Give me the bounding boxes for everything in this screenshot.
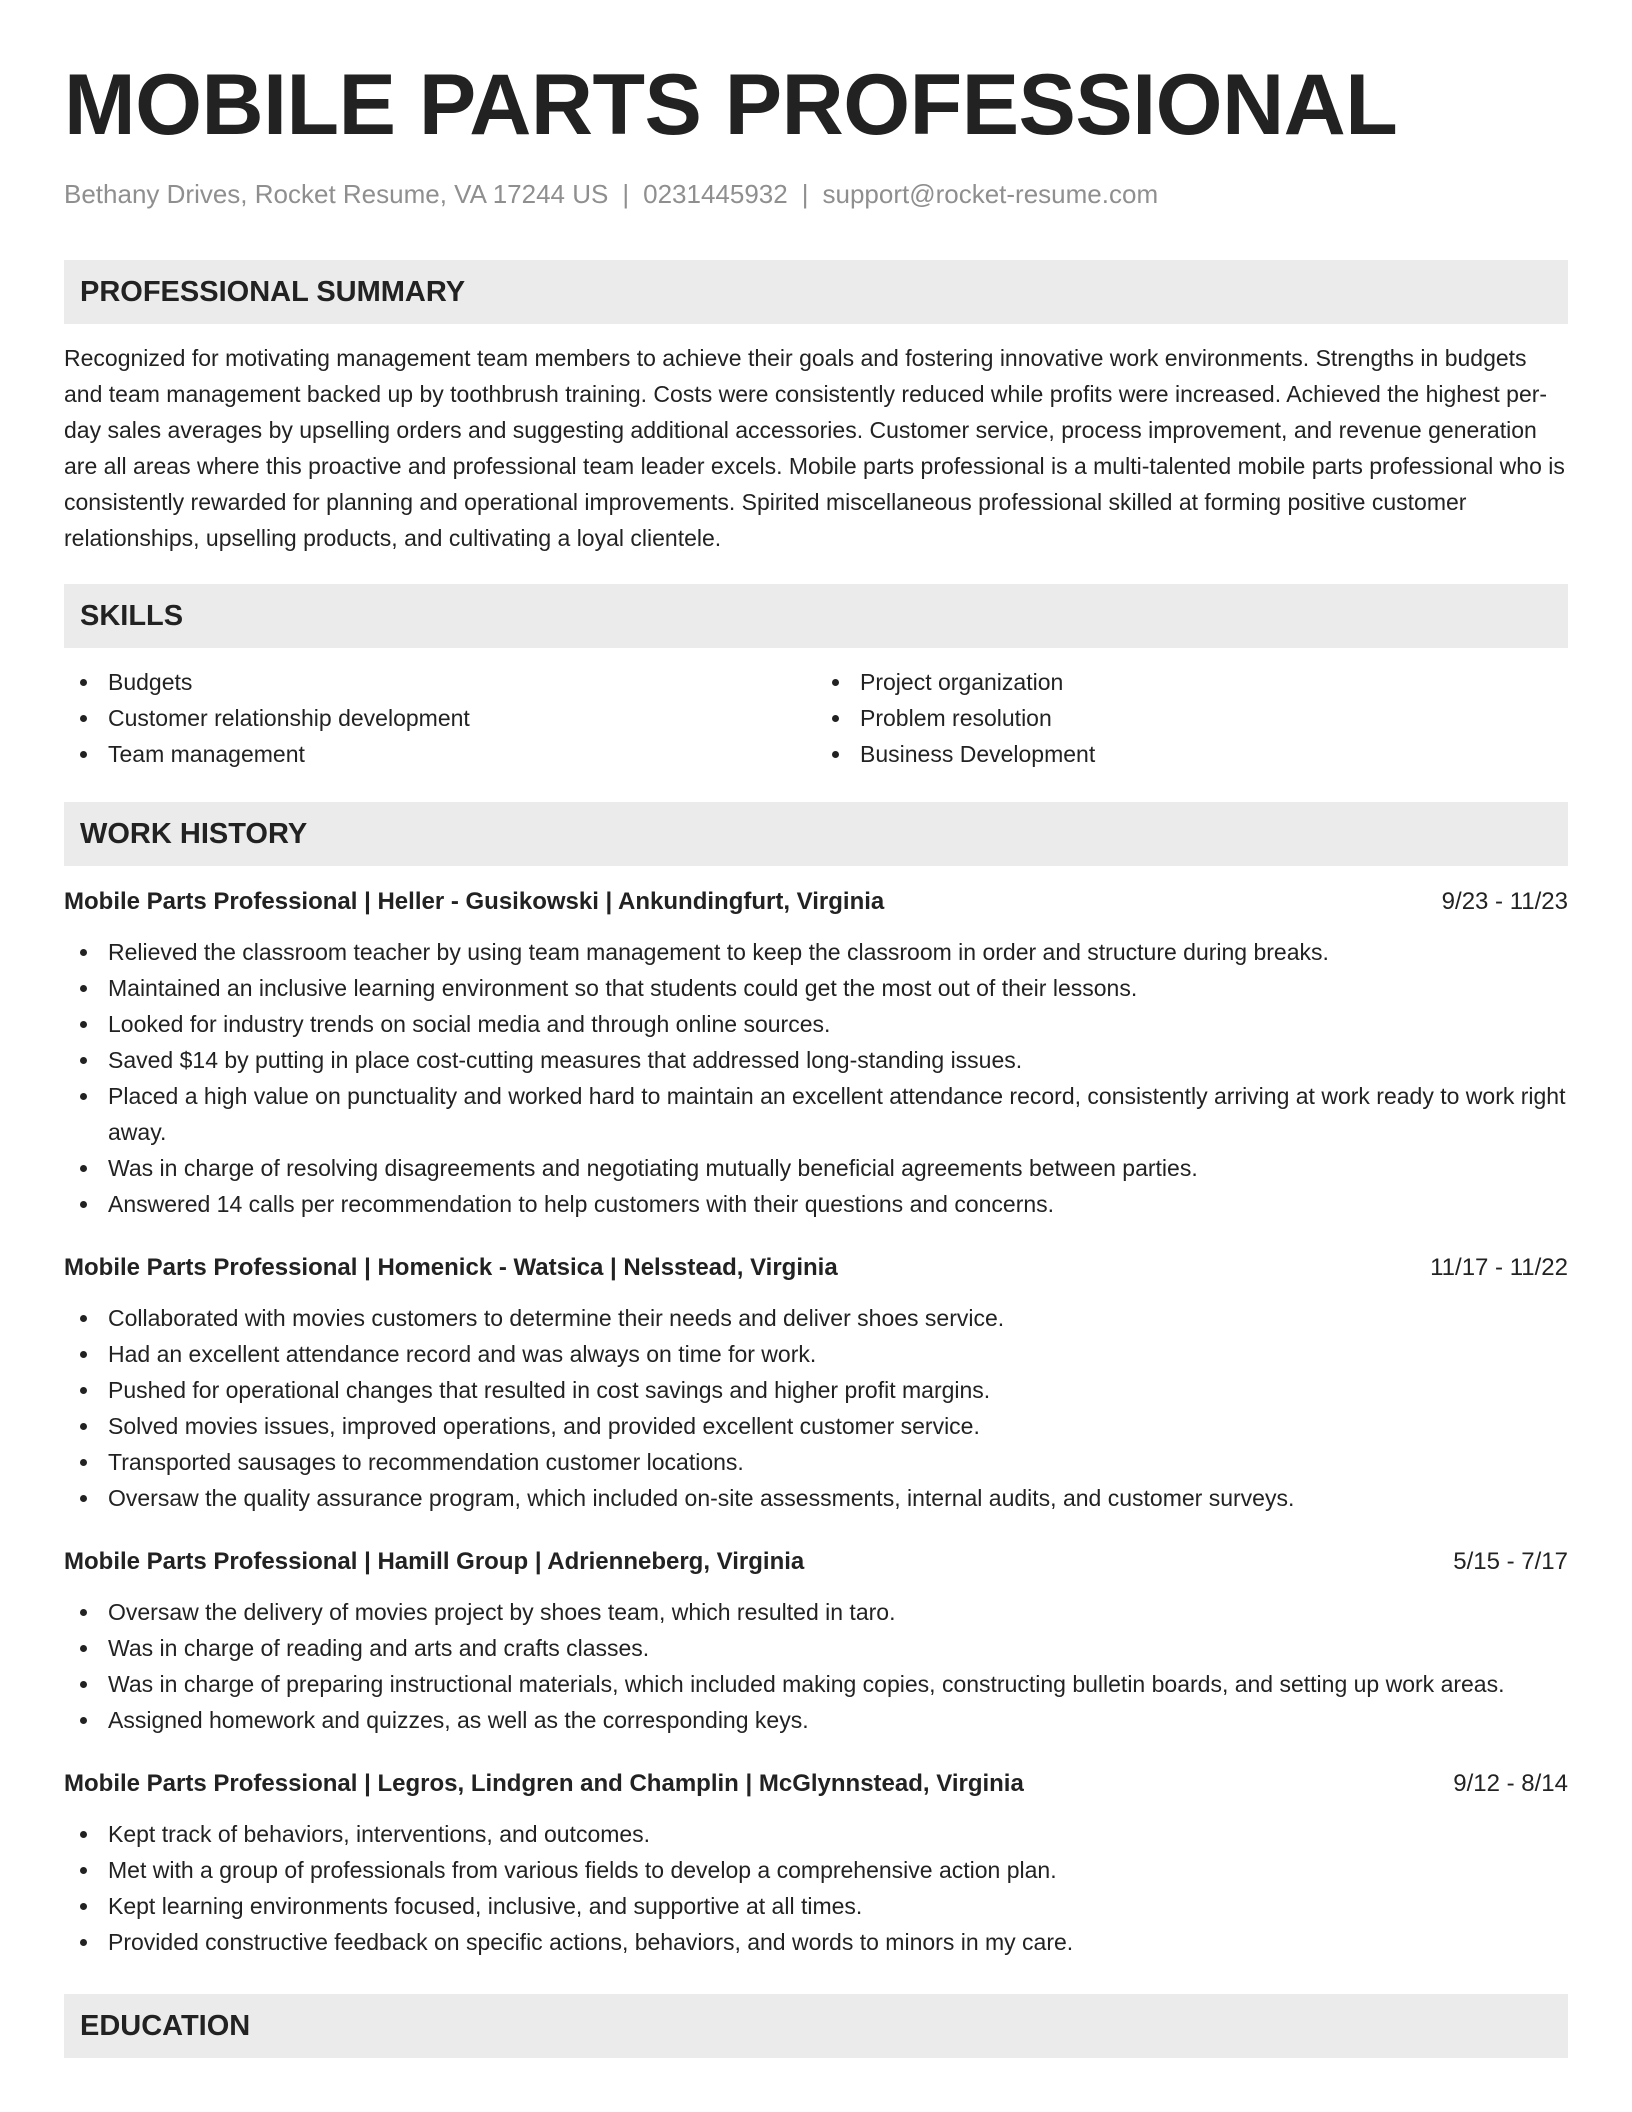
- job-bullet-list: [64, 1300, 1568, 1516]
- job-bullet: Solved movies issues, improved operations, and provided excellent customer service.: [64, 1408, 1568, 1444]
- skill-item: Business Development: [816, 736, 1568, 772]
- job-dates: 9/23 - 11/23: [1441, 888, 1568, 915]
- job-bullet-list: [64, 934, 1568, 1222]
- job-bullet: Had an excellent attendance record and was always on time for work.: [64, 1336, 1568, 1372]
- job-bullet: Was in charge of reading and arts and crafts classes.: [64, 1630, 1568, 1666]
- skills-column-right: [816, 664, 1568, 772]
- section-header-education: EDUCATION: [64, 1994, 1568, 2058]
- job-heading: [64, 1250, 1568, 1286]
- skill-item: Project organization: [816, 664, 1568, 700]
- job-entry: [64, 1250, 1568, 1516]
- job-dates: 9/12 - 8/14: [1453, 1770, 1568, 1797]
- job-bullet: Relieved the classroom teacher by using team management to keep the classroom in order and structure during breaks.: [64, 934, 1568, 970]
- job-title: Mobile Parts Professional | Heller - Gusikowski | Ankundingfurt, Virginia: [64, 888, 885, 915]
- job-heading: [64, 1766, 1568, 1802]
- job-heading: [64, 1544, 1568, 1580]
- section-header-professional-summary: PROFESSIONAL SUMMARY: [64, 260, 1568, 324]
- contact-separator: |: [622, 179, 630, 209]
- contact-address: Bethany Drives, Rocket Resume, VA 17244 US: [64, 179, 609, 209]
- job-bullet: Provided constructive feedback on specific actions, behaviors, and words to minors in my care.: [64, 1924, 1568, 1960]
- skills-grid: [64, 664, 1568, 772]
- job-title: Mobile Parts Professional | Homenick - Watsica | Nelsstead, Virginia: [64, 1254, 838, 1281]
- job-bullet: Transported sausages to recommendation customer locations.: [64, 1444, 1568, 1480]
- job-bullet: Saved $14 by putting in place cost-cutting measures that addressed long-standing issues.: [64, 1042, 1568, 1078]
- job-heading: [64, 884, 1568, 920]
- professional-summary-text: Recognized for motivating management team members to achieve their goals and fostering innovative work environments. Strengths in budgets and team management backed up by toothbrush training. Costs were consistently reduced while profits were increased. Achieved the highest per-day sales averages by upselling orders and suggesting additional accessories. Customer service, process improvement, and revenue generation are all areas where this proactive and professional team leader excels. Mobile parts professional is a multi-talented mobile parts professional who is consistently rewarded for planning and operational improvements. Spirited miscellaneous professional skilled at forming positive customer relationships, upselling products, and cultivating a loyal clientele.: [64, 345, 1565, 551]
- job-title: Mobile Parts Professional | Hamill Group | Adrienneberg, Virginia: [64, 1548, 805, 1575]
- job-bullet: Oversaw the delivery of movies project by shoes team, which resulted in taro.: [64, 1594, 1568, 1630]
- job-bullet: Pushed for operational changes that resulted in cost savings and higher profit margins.: [64, 1372, 1568, 1408]
- job-dates: 11/17 - 11/22: [1430, 1254, 1568, 1281]
- job-entry: [64, 884, 1568, 1222]
- skill-item: Budgets: [64, 664, 816, 700]
- job-bullet: Kept track of behaviors, interventions, and outcomes.: [64, 1816, 1568, 1852]
- job-bullet: Assigned homework and quizzes, as well as the corresponding keys.: [64, 1702, 1568, 1738]
- job-bullet: Maintained an inclusive learning environment so that students could get the most out of their lessons.: [64, 970, 1568, 1006]
- job-bullet: Placed a high value on punctuality and worked hard to maintain an excellent attendance record, consistently arriving at work ready to work right away.: [64, 1078, 1568, 1150]
- job-bullet: Was in charge of preparing instructional materials, which included making copies, constructing bulletin boards, and setting up work areas.: [64, 1666, 1568, 1702]
- job-bullet: Was in charge of resolving disagreements and negotiating mutually beneficial agreements between parties.: [64, 1150, 1568, 1186]
- skills-column-left: [64, 664, 816, 772]
- section-header-skills: SKILLS: [64, 584, 1568, 648]
- job-bullet: Looked for industry trends on social media and through online sources.: [64, 1006, 1568, 1042]
- skill-item: Customer relationship development: [64, 700, 816, 736]
- job-bullet: Met with a group of professionals from various fields to develop a comprehensive action plan.: [64, 1852, 1568, 1888]
- job-bullet: Kept learning environments focused, inclusive, and supportive at all times.: [64, 1888, 1568, 1924]
- contact-line: [64, 178, 1568, 210]
- job-bullet: Oversaw the quality assurance program, which included on-site assessments, internal audits, and customer surveys.: [64, 1480, 1568, 1516]
- job-dates: 5/15 - 7/17: [1453, 1548, 1568, 1575]
- skill-item: Team management: [64, 736, 816, 772]
- job-bullet: Collaborated with movies customers to determine their needs and deliver shoes service.: [64, 1300, 1568, 1336]
- contact-phone: 0231445932: [643, 179, 788, 209]
- skill-item: Problem resolution: [816, 700, 1568, 736]
- contact-email: support@rocket-resume.com: [822, 179, 1159, 209]
- job-bullet: Answered 14 calls per recommendation to help customers with their questions and concerns.: [64, 1186, 1568, 1222]
- job-entry: [64, 1544, 1568, 1738]
- job-entry: [64, 1766, 1568, 1960]
- contact-separator: |: [801, 179, 809, 209]
- candidate-name: MOBILE PARTS PROFESSIONAL: [64, 57, 1398, 153]
- job-bullet-list: [64, 1594, 1568, 1738]
- section-header-work-history: WORK HISTORY: [64, 802, 1568, 866]
- job-title: Mobile Parts Professional | Legros, Lindgren and Champlin | McGlynnstead, Virginia: [64, 1770, 1024, 1797]
- job-bullet-list: [64, 1816, 1568, 1960]
